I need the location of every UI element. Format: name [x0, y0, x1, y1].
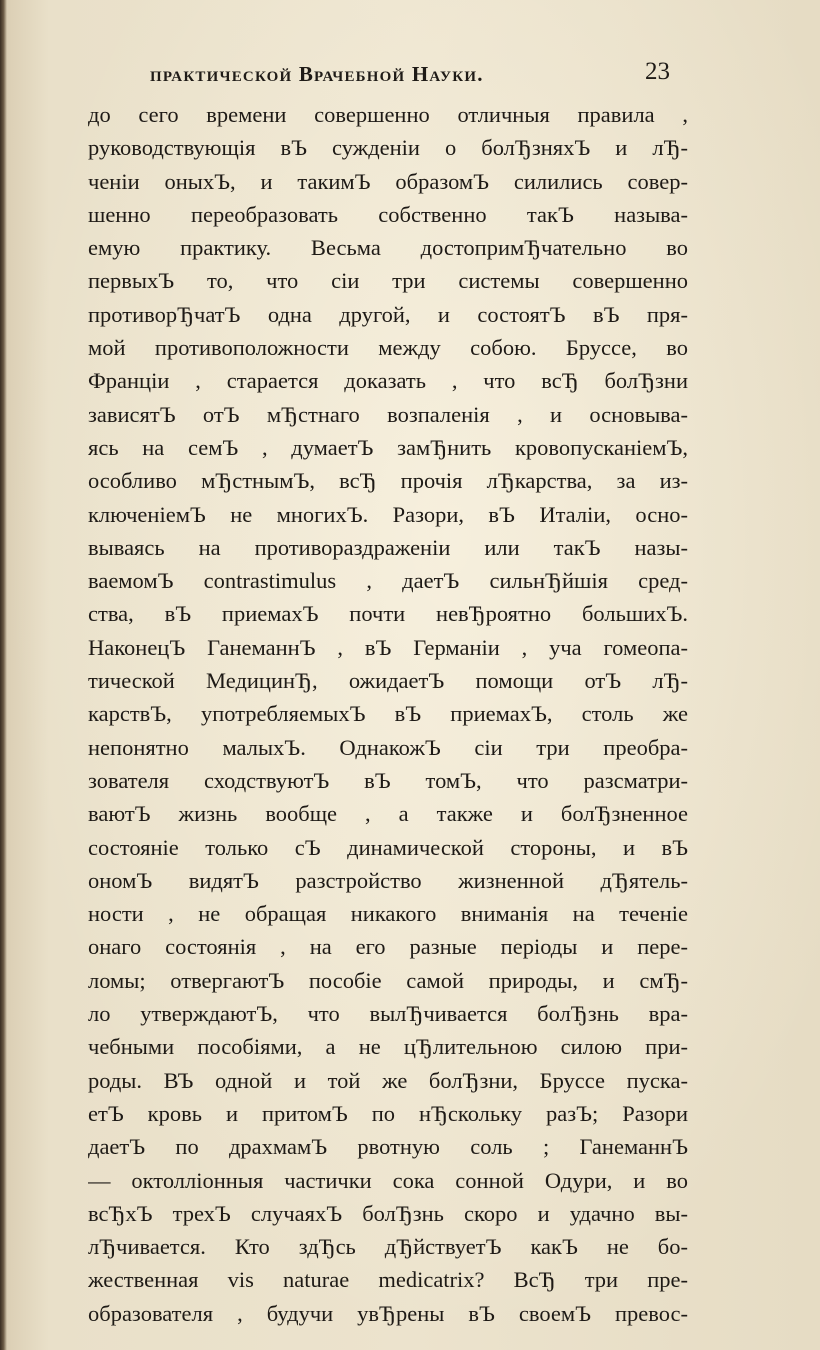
text-line: чебными пособіями, а не цЂлительною силою при- [88, 1034, 688, 1060]
text-line: ваемомЪ contrastimulus , даетЪ сильнЂйшія сред- [88, 568, 688, 594]
text-line: до сего времени совершенно отличныя правила , [88, 102, 688, 127]
text-line: образователя , будучи увЂрены вЪ своемЪ превос- [88, 1300, 688, 1326]
text-line: тической МедицинЂ, ожидаетЪ помощи отЪ лЂ- [88, 668, 688, 694]
text-line: онаго состоянія , на его разные періоды и пере- [88, 934, 688, 960]
running-title: практической Врачебной Науки. [150, 62, 484, 86]
text-line: шенно переобразовать собственно такЪ называ- [88, 201, 688, 227]
text-line: ключеніемЪ не многихЪ. Разори, вЪ Италіи, осно- [88, 501, 688, 527]
text-line: ности , не обращая никакого вниманія на теченіе [88, 901, 688, 927]
text-line: вываясь на противораздраженіи или такЪ назы- [88, 534, 688, 560]
text-line: ясь на семЪ , думаетЪ замЂнить кровопусканіемЪ, [88, 434, 688, 460]
text-line: противорЂчатЪ одна другой, и состоятЪ вЪ пря- [88, 301, 688, 327]
text-line: даетЪ по драхмамЪ рвотную соль ; ГанеманнЪ [88, 1134, 688, 1160]
text-line: НаконецЪ ГанеманнЪ , вЪ Германіи , уча гомеопа- [88, 634, 688, 660]
text-line: етЪ кровь и притомЪ по нЂскольку разЪ; Разори [88, 1100, 688, 1126]
text-line: всЂхЪ трехЪ случаяхЪ болЂзнь скоро и удачно вы- [88, 1200, 688, 1226]
text-line: карствЪ, употребляемыхЪ вЪ приемахЪ, столь же [88, 701, 688, 727]
text-line: лЂчивается. Кто здЂсь дЂйствуетЪ какЪ не бо- [88, 1234, 688, 1260]
text-line: ченіи оныхЪ, и такимЪ образомЪ силились совер- [88, 168, 688, 194]
text-line: емую практику. Весьма достопримЂчательно во [88, 235, 688, 261]
body-text [88, 98, 688, 1330]
page-number: 23 [645, 58, 670, 85]
text-line: — октоллiонныя частички сока сонной Одури, и во [88, 1167, 688, 1193]
text-line: роды. ВЪ одной и той же болЂзни, Бруссе пуска- [88, 1067, 688, 1093]
text-line: мой противоположности между собою. Бруссе, во [88, 335, 688, 361]
text-line: ономЪ видятЪ разстройство жизненной дЂятель- [88, 867, 688, 893]
text-line: руководствующія вЪ сужденіи о болЂзняхЪ и лЂ- [88, 135, 688, 161]
text-line: первыхЪ то, что сіи три системы совершенно [88, 268, 688, 294]
text-line: особливо мЂстнымЪ, всЂ прочія лЂкарства, за из- [88, 468, 688, 494]
text-line: зависятЪ отЪ мЂстнаго возпаленія , и основыва- [88, 401, 688, 427]
text-line: жественная vis naturae medicatrix? ВсЂ три пре- [88, 1267, 688, 1293]
text-line: ломы; отвергаютЪ пособіе самой природы, и смЂ- [88, 967, 688, 993]
running-header [150, 58, 670, 98]
text-line: зователя сходствуютЪ вЪ томЪ, что разсматри- [88, 767, 688, 793]
text-line: Франціи , старается доказать , что всЂ болЂзни [88, 368, 688, 394]
text-line: ло утверждаютЪ, что вылЂчивается болЂзнь вра- [88, 1001, 688, 1027]
page-spine-shadow [0, 0, 7, 1350]
text-line: ства, вЪ приемахЪ почти невЂроятно большихЪ. [88, 601, 688, 627]
text-line: ваютЪ жизнь вообще , а также и болЂзненное [88, 801, 688, 827]
text-line: непонятно малыхЪ. ОднакожЪ сіи три преобра- [88, 734, 688, 760]
text-line: состояніе только сЪ динамической стороны, и вЪ [88, 834, 688, 860]
